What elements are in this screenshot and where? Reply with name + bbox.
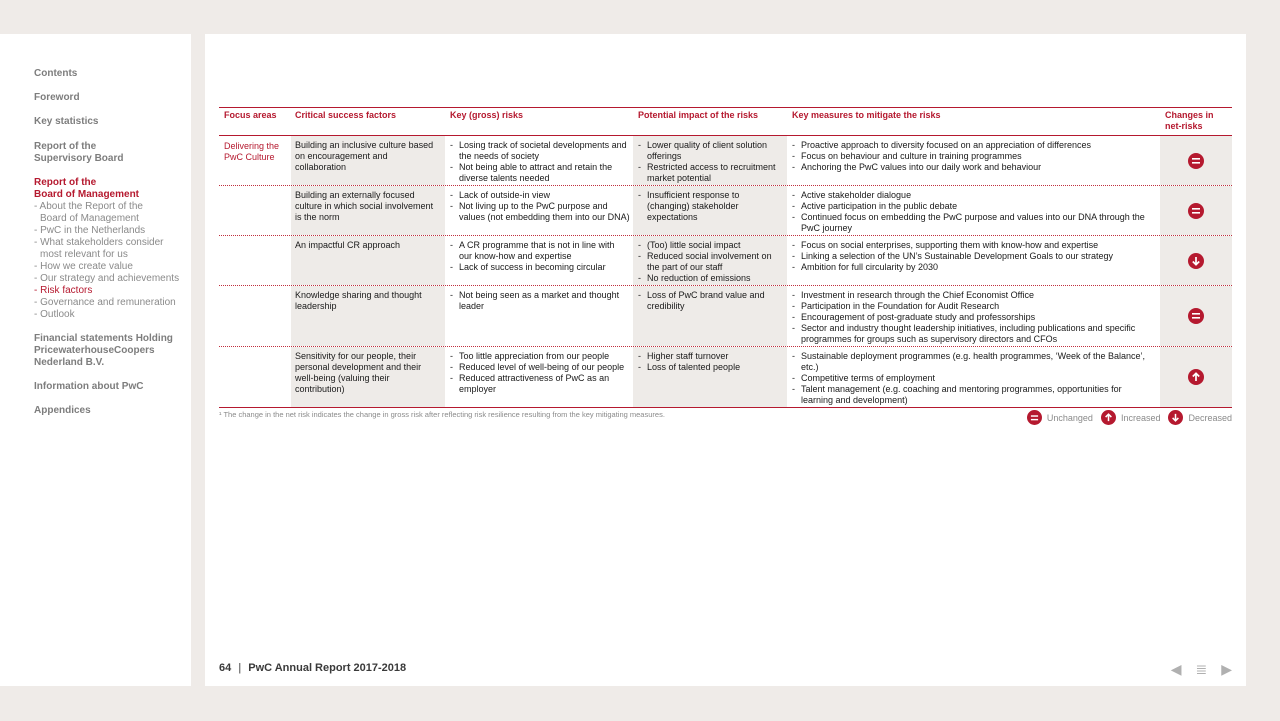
- header-focus-areas: Focus areas: [224, 110, 277, 120]
- report-page: [205, 34, 1246, 686]
- table-row: [219, 286, 1232, 347]
- list-item: - Too little appreciation from our people: [450, 351, 630, 362]
- sidebar-subitem-stakeholders[interactable]: [34, 237, 184, 261]
- measures-cell: [792, 190, 1154, 234]
- risks-cell: [450, 290, 630, 312]
- legend-item-increased: [1101, 410, 1161, 425]
- list-item: - Insufficient response to (changing) stakeholder expectations: [638, 190, 784, 223]
- sidebar-item-financial-statements[interactable]: [34, 333, 184, 369]
- arrow-up-circle-icon: [1101, 410, 1116, 425]
- sidebar: [0, 34, 191, 686]
- equals-circle-icon: [1027, 410, 1042, 425]
- sidebar-item-supervisory-board[interactable]: [34, 141, 184, 165]
- sidebar-item-label: Supervisory Board: [34, 153, 124, 164]
- table-body: [219, 136, 1232, 408]
- footer-separator: |: [238, 662, 242, 674]
- menu-icon[interactable]: ≣: [1195, 661, 1208, 677]
- header-changes-line: Changes in: [1165, 110, 1214, 120]
- list-item: - Reduced level of well-being of our people: [450, 362, 630, 373]
- legend-label: Increased: [1120, 412, 1161, 423]
- sidebar-subitem-governance[interactable]: [34, 297, 184, 309]
- list-item: - Active participation in the public debate: [792, 201, 1154, 212]
- list-item: - Restricted access to recruitment market potential: [638, 162, 784, 184]
- csf-cell: Knowledge sharing and thought leadership: [295, 290, 422, 311]
- list-item: - Participation in the Foundation for Audit Research: [792, 301, 1154, 312]
- list-item: - Losing track of societal developments and the needs of society: [450, 140, 630, 162]
- sidebar-subitem-label: most relevant for us: [40, 249, 128, 260]
- risks-cell: [450, 351, 630, 395]
- sidebar-item-label: PricewaterhouseCoopers: [34, 345, 155, 356]
- sidebar-item-contents[interactable]: Contents: [34, 68, 78, 79]
- measures-cell: [792, 240, 1154, 273]
- sidebar-item-foreword[interactable]: Foreword: [34, 92, 80, 103]
- sidebar-subitem-label: - About the Report of the: [34, 201, 143, 212]
- impact-cell: [638, 240, 784, 284]
- list-item: - Not being seen as a market and thought leader: [450, 290, 630, 312]
- list-item: - Focus on behaviour and culture in training programmes: [792, 151, 1154, 162]
- list-item: - Higher staff turnover: [638, 351, 784, 362]
- sidebar-nav: [34, 68, 184, 417]
- list-item: - Investment in research through the Chief Economist Office: [792, 290, 1154, 301]
- csf-cell: Building an externally focused culture in which social involvement is the norm: [295, 190, 434, 222]
- csf-cell: Building an inclusive culture based on encouragement and collaboration: [295, 140, 434, 172]
- list-item: - Competitive terms of employment: [792, 373, 1154, 384]
- list-item: - (Too) little social impact: [638, 240, 784, 251]
- header-changes-line: net-risks: [1165, 121, 1203, 131]
- arrow-down-circle-icon: [1188, 253, 1204, 269]
- sidebar-sub-list: [34, 201, 184, 321]
- sidebar-subitem-label: - Governance and remuneration: [34, 297, 176, 308]
- focus-area-line: Delivering the: [224, 141, 280, 151]
- sidebar-item-key-statistics[interactable]: Key statistics: [34, 116, 99, 127]
- legend-label: Unchanged: [1046, 412, 1093, 423]
- impact-cell: [638, 290, 784, 312]
- sidebar-subitem-label: - Risk factors: [34, 285, 93, 296]
- sidebar-subitem-create-value[interactable]: [34, 261, 184, 273]
- list-item: - Anchoring the PwC values into our daily work and behaviour: [792, 162, 1154, 173]
- sidebar-item-information-pwc[interactable]: Information about PwC: [34, 381, 144, 392]
- sidebar-subitem-outlook[interactable]: [34, 309, 184, 321]
- page-navigation: [1171, 662, 1232, 676]
- table-row: [219, 136, 1232, 186]
- risks-cell: [450, 140, 630, 184]
- list-item: - Reduced social involvement on the part of our staff: [638, 251, 784, 273]
- measures-cell: [792, 140, 1154, 173]
- sidebar-item-label: Financial statements Holding: [34, 333, 173, 344]
- measures-cell: [792, 290, 1154, 345]
- arrow-up-circle-icon: [1188, 369, 1204, 385]
- page-number: 64: [219, 662, 232, 674]
- list-item: - Focus on social enterprises, supporting them with know-how and expertise: [792, 240, 1154, 251]
- sidebar-subitem-label: - What stakeholders consider: [34, 237, 164, 248]
- table-row: [219, 236, 1232, 286]
- sidebar-subitem-pwc-netherlands[interactable]: [34, 225, 184, 237]
- sidebar-item-board-of-management[interactable]: [34, 177, 184, 201]
- sidebar-subitem-about-report[interactable]: [34, 201, 184, 225]
- header-potential-impact: Potential impact of the risks: [638, 110, 759, 120]
- header-critical-success-factors: Critical success factors: [295, 110, 397, 120]
- list-item: - Continued focus on embedding the PwC purpose and values into our DNA through the PwC journey: [792, 212, 1154, 234]
- table-row: [219, 347, 1232, 408]
- prev-page-icon[interactable]: ◀: [1170, 661, 1182, 677]
- csf-cell: Sensitivity for our people, their personal development and their well-being (valuing their contribution): [295, 351, 422, 394]
- sidebar-subitem-label: - How we create value: [34, 261, 133, 272]
- list-item: - Not living up to the PwC purpose and values (not embedding them into our DNA): [450, 201, 630, 223]
- list-item: - Lower quality of client solution offerings: [638, 140, 784, 162]
- sidebar-subitem-label: - Our strategy and achievements: [34, 273, 180, 284]
- list-item: - Sector and industry thought leadership initiatives, including publications and specific programmes for groups such as supervisory directors and CFOs: [792, 323, 1154, 345]
- focus-area-line: PwC Culture: [224, 152, 275, 162]
- legend-item-decreased: [1168, 410, 1232, 425]
- list-item: - Proactive approach to diversity focused on an appreciation of differences: [792, 140, 1154, 151]
- list-item: - Linking a selection of the UN’s Sustainable Development Goals to our strategy: [792, 251, 1154, 262]
- header-key-measures: Key measures to mitigate the risks: [792, 110, 941, 120]
- list-item: - Lack of success in becoming circular: [450, 262, 630, 273]
- risks-cell: [450, 240, 630, 273]
- list-item: - Talent management (e.g. coaching and mentoring programmes, opportunities for learning and development): [792, 384, 1154, 406]
- impact-cell: [638, 351, 784, 373]
- list-item: - Loss of PwC brand value and credibility: [638, 290, 784, 312]
- sidebar-item-label: Board of Management: [34, 189, 140, 200]
- sidebar-subitem-label: - PwC in the Netherlands: [34, 225, 146, 236]
- table-header: [219, 107, 1232, 136]
- list-item: - Ambition for full circularity by 2030: [792, 262, 1154, 273]
- sidebar-subitem-risk-factors[interactable]: [34, 285, 184, 297]
- list-item: - Sustainable deployment programmes (e.g. health programmes, ‘Week of the Balance’, etc.): [792, 351, 1154, 373]
- csf-cell: An impactful CR approach: [295, 240, 401, 250]
- impact-cell: [638, 140, 784, 184]
- header-changes-net-risks: [1165, 110, 1214, 132]
- footnote: ¹ The change in the net risk indicates the change in gross risk after reflecting risk resilience resulting from the key mitigating measures.: [219, 410, 665, 419]
- report-title: PwC Annual Report 2017-2018: [248, 662, 407, 674]
- sidebar-subitem-label: - Outlook: [34, 309, 75, 320]
- list-item: - Lack of outside-in view: [450, 190, 630, 201]
- list-item: - Reduced attractiveness of PwC as an employer: [450, 373, 630, 395]
- sidebar-item-label: Nederland B.V.: [34, 357, 105, 368]
- legend-label: Decreased: [1188, 412, 1232, 423]
- legend-item-unchanged: [1027, 410, 1093, 425]
- list-item: - No reduction of emissions: [638, 273, 784, 284]
- table-row: [219, 186, 1232, 236]
- list-item: - Active stakeholder dialogue: [792, 190, 1154, 201]
- equals-circle-icon: [1188, 203, 1204, 219]
- sidebar-subitem-strategy[interactable]: [34, 273, 184, 285]
- legend: [1019, 410, 1232, 425]
- risk-table: [219, 107, 1232, 408]
- list-item: - A CR programme that is not in line with our know-how and expertise: [450, 240, 630, 262]
- list-item: - Encouragement of post-graduate study and professorships: [792, 312, 1154, 323]
- sidebar-item-appendices[interactable]: Appendices: [34, 405, 91, 416]
- sidebar-subitem-label: Board of Management: [40, 213, 139, 224]
- arrow-down-circle-icon: [1168, 410, 1183, 425]
- impact-cell: [638, 190, 784, 223]
- sidebar-item-label: Report of the: [34, 141, 97, 152]
- list-item: - Loss of talented people: [638, 362, 784, 373]
- sidebar-item-label: Report of the: [34, 177, 97, 188]
- next-page-icon[interactable]: ▶: [1221, 661, 1232, 677]
- equals-circle-icon: [1188, 308, 1204, 324]
- risks-cell: [450, 190, 630, 223]
- list-item: - Not being able to attract and retain the diverse talents needed: [450, 162, 630, 184]
- page-footer: [219, 662, 406, 674]
- measures-cell: [792, 351, 1154, 406]
- equals-circle-icon: [1188, 153, 1204, 169]
- header-key-risks: Key (gross) risks: [450, 110, 524, 120]
